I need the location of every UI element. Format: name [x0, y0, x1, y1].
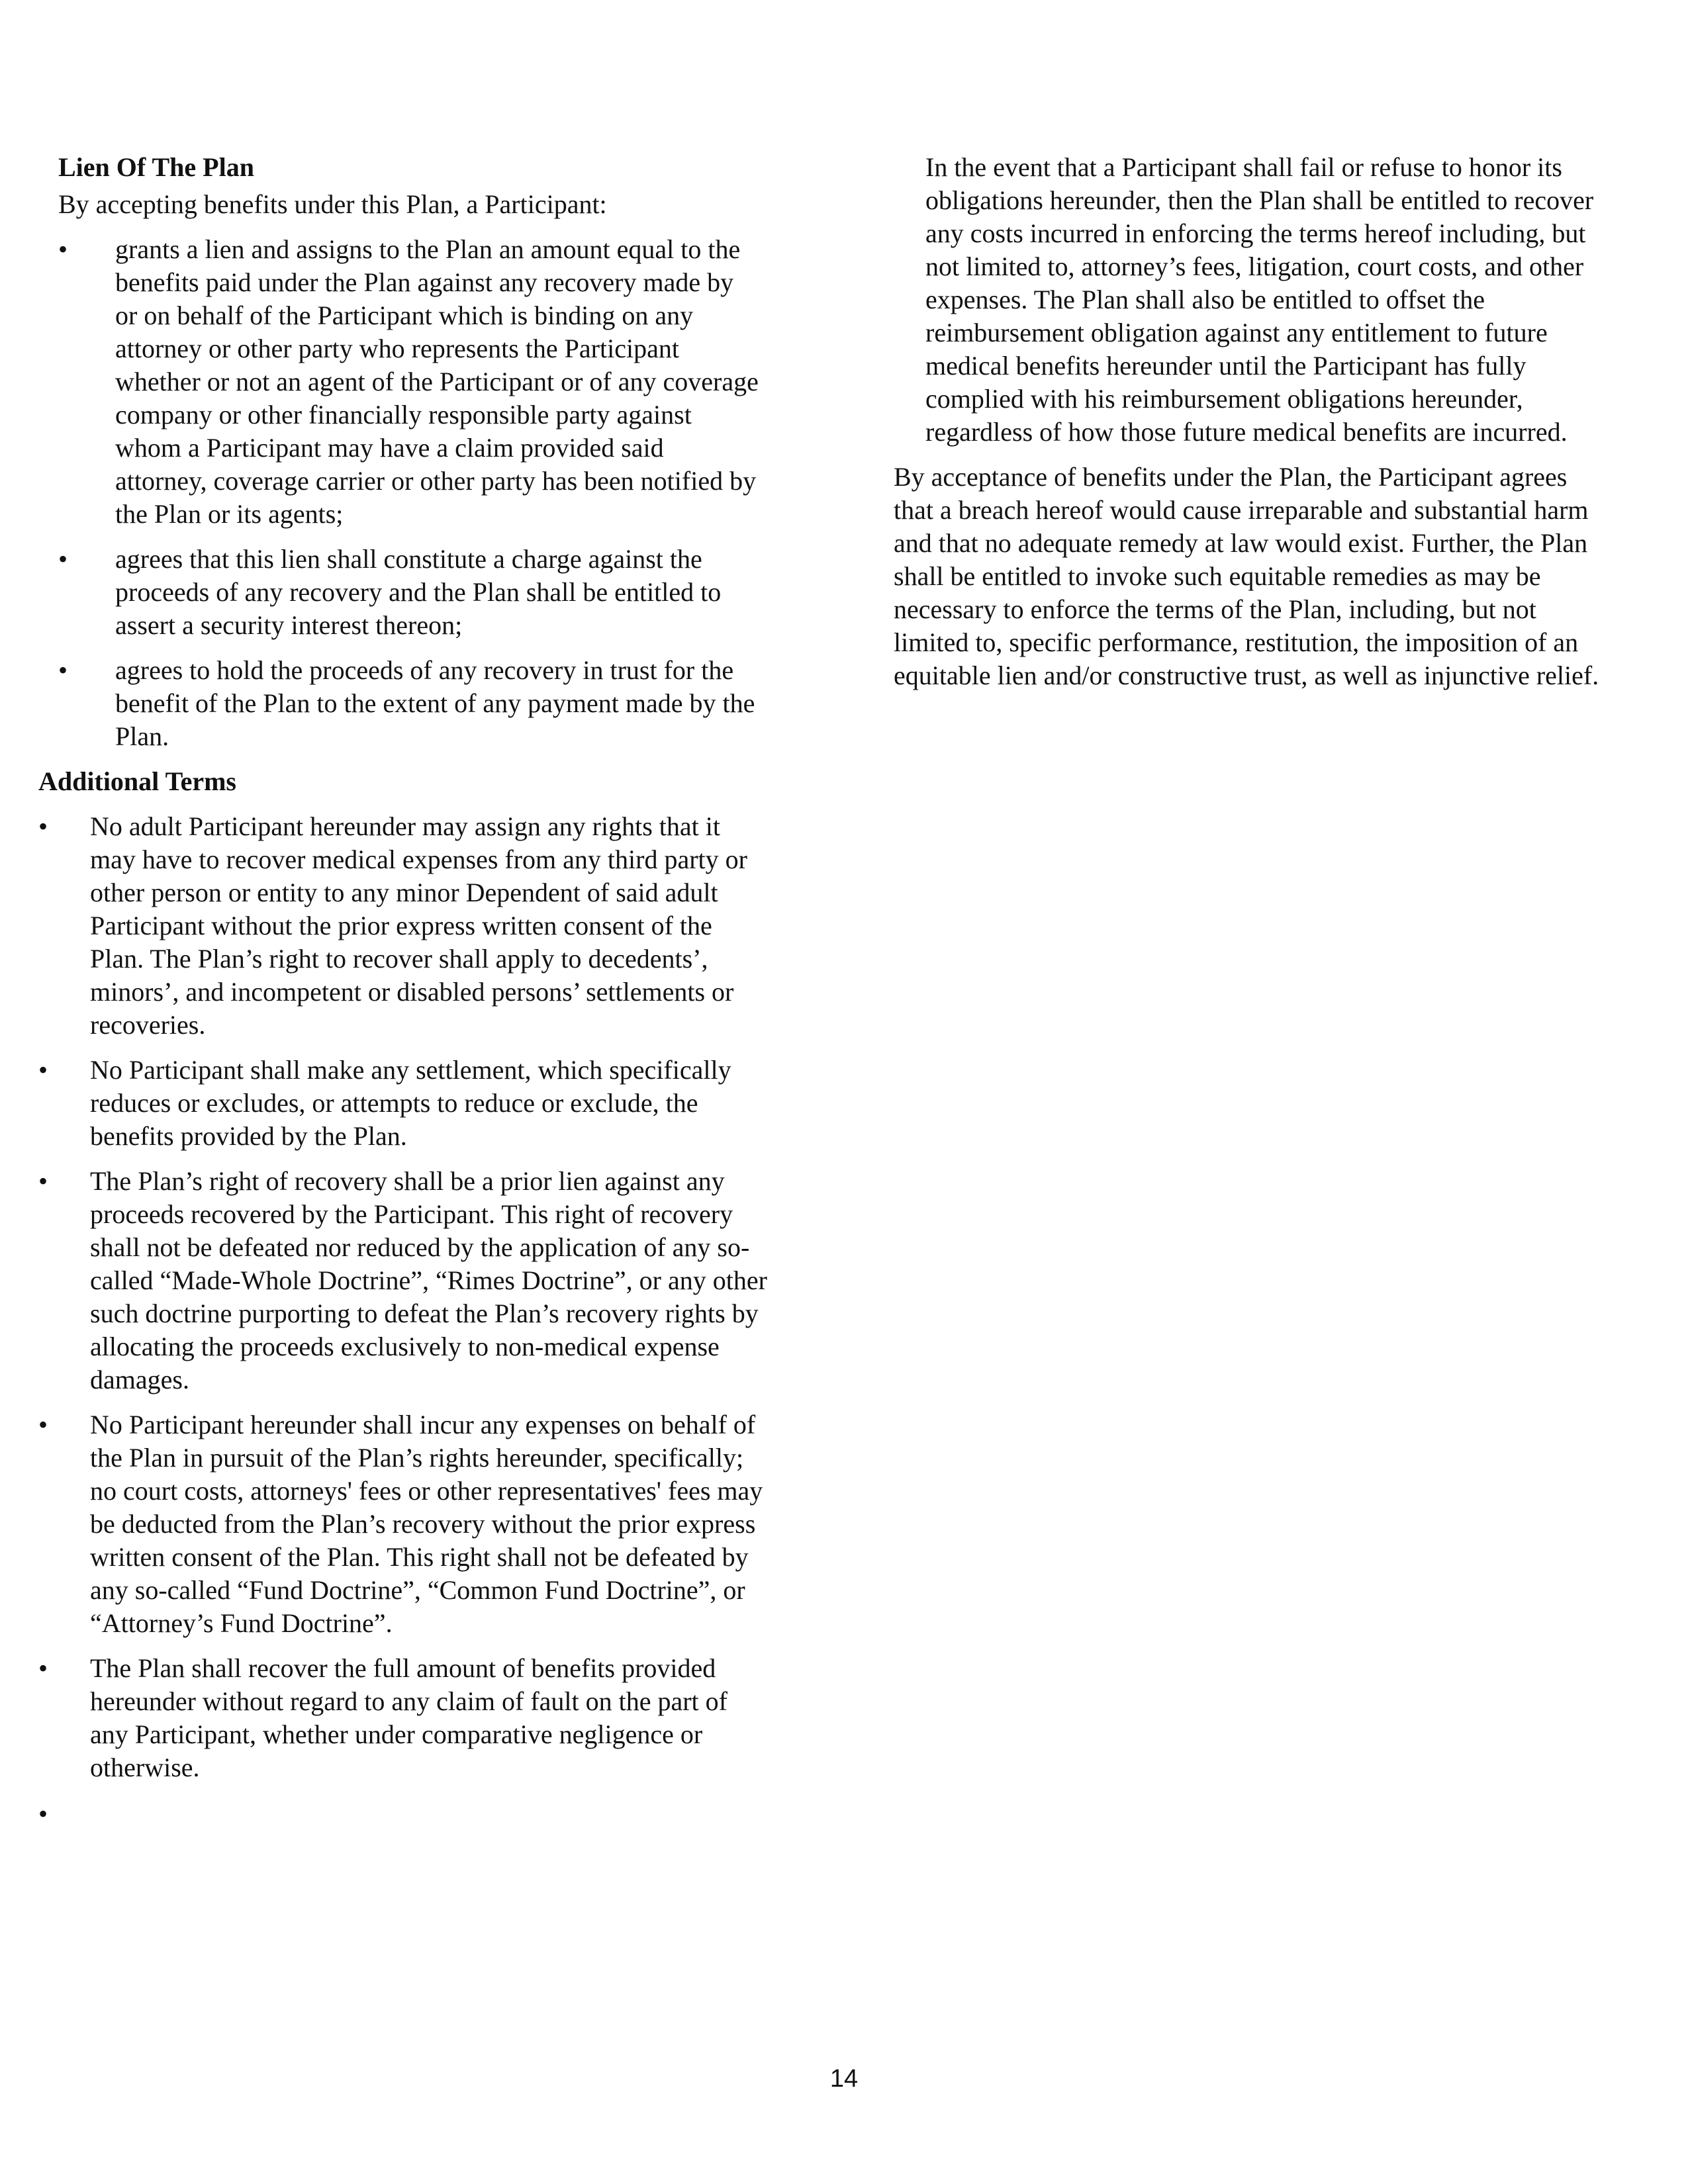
additional-term-text: The Plan shall recover the full amount of benefits provided hereunder without regard to any claim of fault on the part of any Participant, whether under comparative negligence or otherwise.	[90, 1653, 727, 1782]
lien-bullet-item	[38, 543, 768, 642]
remedies-paragraph: By acceptance of benefits under the Plan, the Participant agrees that a breach hereof would cause irreparable and substantial harm and that no adequate remedy at law would exist. Further, the Plan shall be entitled to invoke such equitable remedies as may be necessary to enforce the terms of the Plan, including, but not limited to, specific performance, restitution, the imposition of an equitable lien and/or constructive trust, as well as injunctive relief.	[894, 462, 1599, 690]
additional-term-text: No Participant hereunder shall incur any expenses on behalf of the Plan in pursuit of the Plan’s rights hereunder, specifically; no court costs, attorneys' fees or other representatives' fees may be deducted from the Plan’s recovery without the prior express written consent of the Plan. This right shall not be defeated by any so-called “Fund Doctrine”, “Common Fund Doctrine”, or “Attorney’s Fund Doctrine”.	[90, 1410, 763, 1638]
additional-term-item	[38, 810, 768, 1042]
additional-term-text: No Participant shall make any settlement, which specifically reduces or excludes, or attempts to reduce or exclude, the benefits provided by the Plan.	[90, 1055, 731, 1151]
additional-term-text: No adult Participant hereunder may assign any rights that it may have to recover medical expenses from any third party or other person or entity to any minor Dependent of said adult Participant without the prior express written consent of the Plan. The Plan’s right to recover shall apply to decedents’, minors’, and incompetent or disabled persons’ settlements or recoveries.	[90, 811, 747, 1040]
bullet-icon: •	[38, 1410, 48, 1439]
empty-bullet-item	[38, 1797, 768, 1831]
bullet-icon: •	[38, 1653, 48, 1683]
additional-term-item	[38, 1054, 768, 1153]
left-column	[38, 151, 768, 1843]
additional-terms-heading: Additional Terms	[38, 766, 236, 796]
additional-term-item	[38, 1408, 768, 1640]
lien-heading: Lien Of The Plan	[58, 152, 254, 182]
enforcement-paragraph: In the event that a Participant shall fail or refuse to honor its obligations hereunder, then the Plan shall be entitled to recover any costs incurred in enforcing the terms hereof including, but not limited to, attorney’s fees, litigation, court costs, and other expenses. The Plan shall also be entitled to offset the reimbursement obligation against any entitlement to future medical benefits hereunder until the Participant has fully complied with his reimbursement obligations hereunder, regardless of how those future medical benefits are incurred.	[925, 152, 1594, 447]
bullet-icon: •	[58, 544, 68, 574]
additional-term-item	[38, 1652, 768, 1784]
lien-bullet-item	[38, 654, 768, 753]
bullet-icon: •	[38, 1055, 48, 1085]
bullet-icon: •	[58, 234, 68, 264]
page-number: 14	[829, 2065, 859, 2093]
lien-bullet-text: grants a lien and assigns to the Plan an amount equal to the benefits paid under the Plan against any recovery made by or on behalf of the Participant which is binding on any attorney or other party who represents the Participant whether or not an agent of the Participant or of any coverage company or other financially responsible party against whom a Participant may have a claim provided said attorney, coverage carrier or other party has been notified by the Plan or its agents;	[115, 234, 759, 529]
bullet-icon: •	[58, 655, 68, 685]
additional-term-text: The Plan’s right of recovery shall be a prior lien against any proceeds recovered by the Participant. This right of recovery shall not be defeated nor reduced by the application of any so-called “Made-Whole Doctrine”, “Rimes Doctrine”, or any other such doctrine purporting to defeat the Plan’s recovery rights by allocating the proceeds exclusively to non-medical expense damages.	[90, 1166, 767, 1394]
bullet-icon: •	[38, 811, 48, 841]
lien-intro: By accepting benefits under this Plan, a Participant:	[58, 189, 607, 219]
additional-term-item	[38, 1165, 768, 1396]
bullet-icon: •	[38, 1799, 48, 1829]
bullet-icon: •	[38, 1166, 48, 1196]
lien-bullet-text: agrees that this lien shall constitute a charge against the proceeds of any recovery and the Plan shall be entitled to assert a security interest thereon;	[115, 544, 722, 640]
lien-bullet-list	[38, 233, 768, 753]
lien-bullet-text: agrees to hold the proceeds of any recovery in trust for the benefit of the Plan to the extent of any payment made by the Plan.	[115, 655, 755, 751]
additional-terms-list	[38, 810, 768, 1831]
lien-bullet-item	[38, 233, 768, 531]
right-column	[894, 151, 1605, 692]
